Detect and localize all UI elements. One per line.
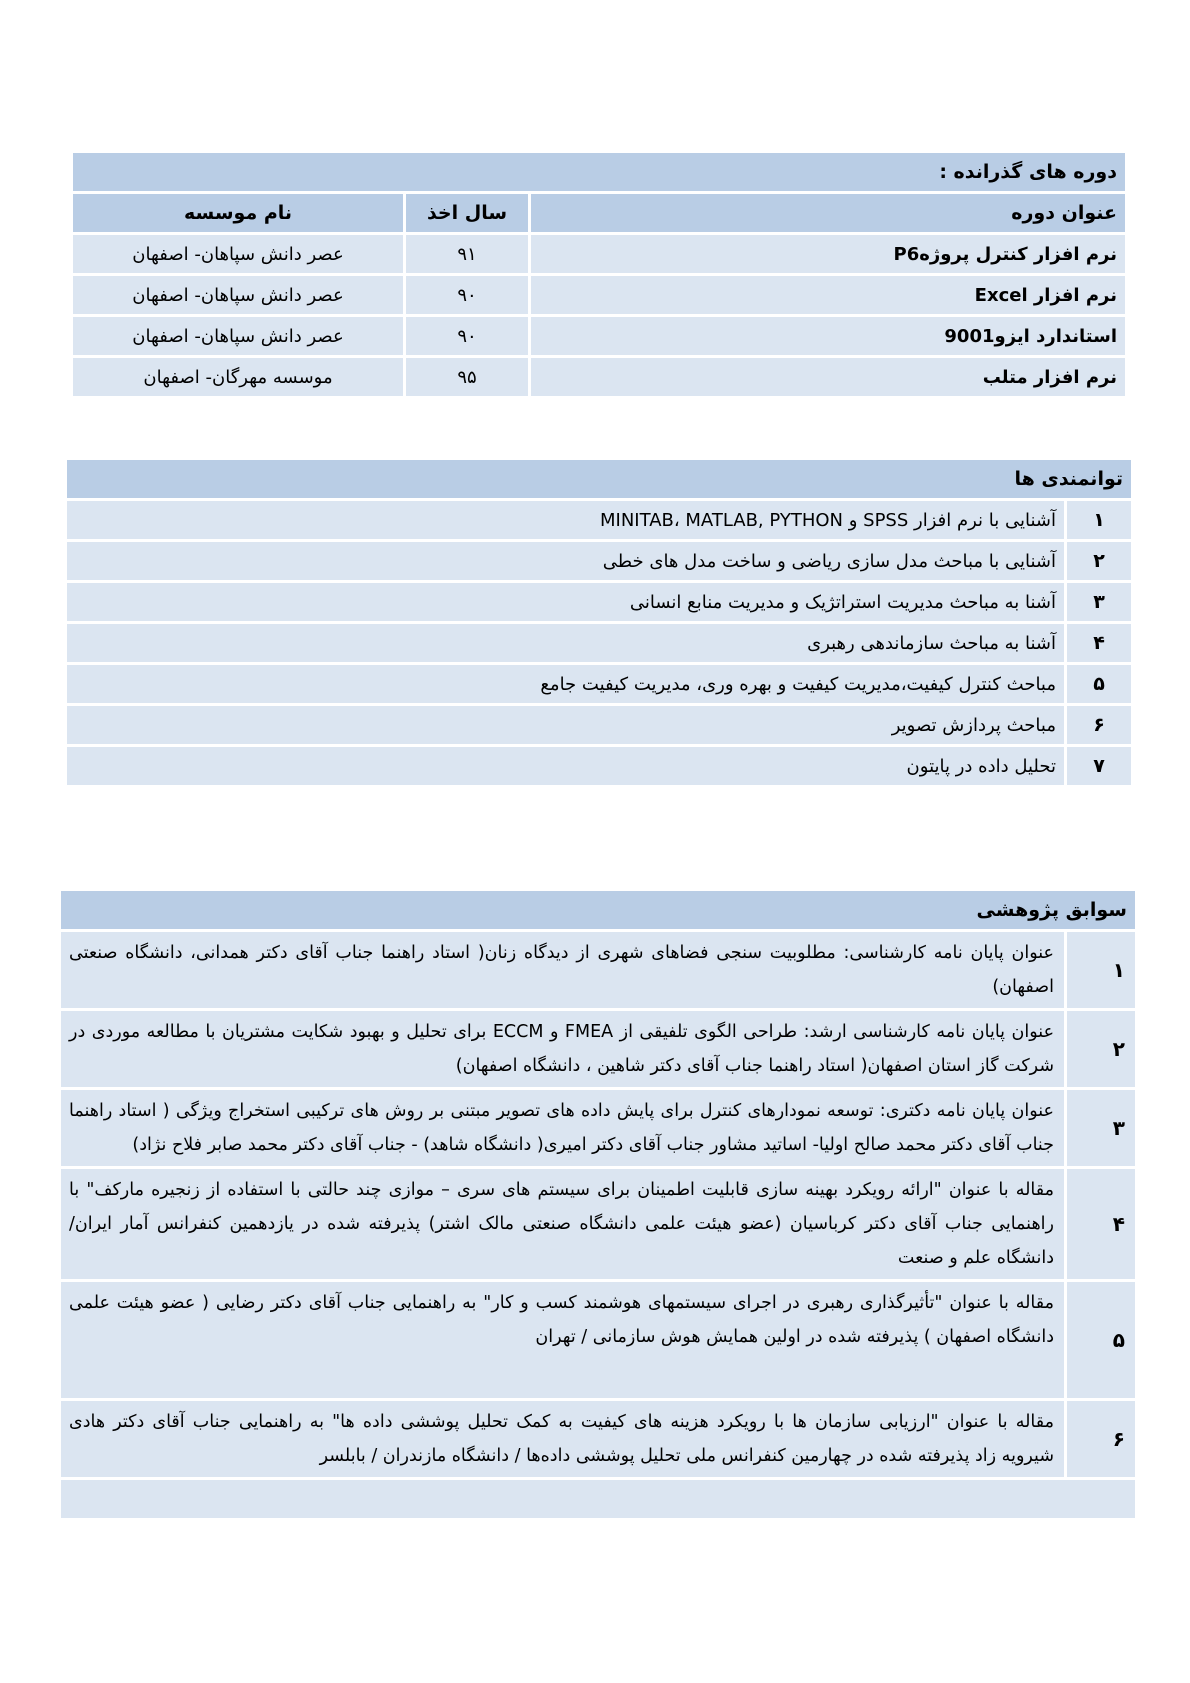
skill-number: ۴ (1067, 624, 1131, 662)
skill-row (67, 665, 1131, 703)
course-institute: عصر دانش سپاهان- اصفهان (73, 317, 403, 355)
empty-cell (61, 1480, 1135, 1518)
skills-title: توانمندی ها (67, 460, 1131, 498)
skills-table (64, 457, 1134, 788)
skill-number: ۲ (1067, 542, 1131, 580)
skill-text: آشنا به مباحث مدیریت استراتژیک و مدیریت منابع انسانی (67, 583, 1064, 621)
research-number: ۶ (1067, 1401, 1135, 1477)
research-row (61, 1282, 1135, 1398)
skill-text: مباحث کنترل کیفیت،مدیریت کیفیت و بهره وری، مدیریت کیفیت جامع (67, 665, 1064, 703)
research-row (61, 1011, 1135, 1087)
research-row (61, 1169, 1135, 1279)
skill-row (67, 624, 1131, 662)
skill-text: مباحث پردازش تصویر (67, 706, 1064, 744)
research-number: ۵ (1067, 1282, 1135, 1398)
course-year: ۹۵ (406, 358, 528, 396)
header-course: عنوان دوره (531, 194, 1125, 232)
course-title: نرم افزار متلب (531, 358, 1125, 396)
skill-row (67, 501, 1131, 539)
skill-row (67, 706, 1131, 744)
header-institute: نام موسسه (73, 194, 403, 232)
course-year: ۹۱ (406, 235, 528, 273)
research-text: عنوان پایان نامه کارشناسی ارشد: طراحی الگوی تلفیقی از FMEA و ECCM برای تحلیل و بهبود شکایت مشتریان با مطالعه موردی در شرکت گاز استان اصفهان( استاد راهنما جناب آقای دکتر شاهین ، دانشگاه اصفهان) (61, 1011, 1064, 1087)
skill-row (67, 747, 1131, 785)
course-year: ۹۰ (406, 317, 528, 355)
course-title: نرم افزار کنترل پروژهP6 (531, 235, 1125, 273)
research-table (58, 888, 1138, 1521)
course-title: استاندارد ایزو9001 (531, 317, 1125, 355)
course-row (73, 235, 1125, 273)
course-row (73, 317, 1125, 355)
course-institute: موسسه مهرگان- اصفهان (73, 358, 403, 396)
course-row (73, 358, 1125, 396)
header-year: سال اخذ (406, 194, 528, 232)
research-number: ۲ (1067, 1011, 1135, 1087)
research-number: ۳ (1067, 1090, 1135, 1166)
research-row (61, 1401, 1135, 1477)
research-text: مقاله با عنوان "ارزیابی سازمان ها با رویکرد هزینه های کیفیت به کمک تحلیل پوششی داده ها" به راهنمایی جناب آقای دکتر هادی شیرویه زاد پذیرفته شده در چهارمین کنفرانس ملی تحلیل پوششی داده‌ها / دانشگاه مازندران / بابلسر (61, 1401, 1064, 1477)
course-institute: عصر دانش سپاهان- اصفهان (73, 235, 403, 273)
skill-row (67, 583, 1131, 621)
skill-row (67, 542, 1131, 580)
skill-text: آشنا به مباحث سازماندهی رهبری (67, 624, 1064, 662)
skill-number: ۳ (1067, 583, 1131, 621)
research-text: مقاله با عنوان "تأثیرگذاری رهبری در اجرای سیستمهای هوشمند کسب و کار" به راهنمایی جناب آقای دکتر رضایی ( عضو هیئت علمی دانشگاه اصفهان ) پذیرفته شده در اولین همایش هوش سازمانی / تهران (61, 1282, 1064, 1398)
research-number: ۴ (1067, 1169, 1135, 1279)
research-row (61, 932, 1135, 1008)
course-title: نرم افزار Excel (531, 276, 1125, 314)
skill-number: ۵ (1067, 665, 1131, 703)
course-year: ۹۰ (406, 276, 528, 314)
skill-text: آشنایی با مباحث مدل سازی ریاضی و ساخت مدل های خطی (67, 542, 1064, 580)
skill-number: ۷ (1067, 747, 1131, 785)
skill-number: ۱ (1067, 501, 1131, 539)
research-number: ۱ (1067, 932, 1135, 1008)
research-text: عنوان پایان نامه دکتری: توسعه نمودارهای کنترل برای پایش داده های تصویر مبتنی بر روش های ترکیبی استخراج ویژگی ( استاد راهنما جناب آقای دکتر محمد صالح اولیا- اساتید مشاور جناب آقای دکتر امیری( دانشگاه شاهد) - جناب آقای دکتر محمد صابر فلاح نژاد) (61, 1090, 1064, 1166)
course-institute: عصر دانش سپاهان- اصفهان (73, 276, 403, 314)
courses-title: دوره های گذرانده : (73, 153, 1125, 191)
research-text: مقاله با عنوان "ارائه رویکرد بهینه سازی قابلیت اطمینان برای سیستم های سری – موازی چند حالتی با استفاده از زنجیره مارکف" با راهنمایی جناب آقای دکتر کرباسیان (عضو هیئت علمی دانشگاه صنعتی مالک اشتر) پذیرفته شده در یازدهمین کنفرانس آمار ایران/ دانشگاه علم و صنعت (61, 1169, 1064, 1279)
research-empty-row (61, 1480, 1135, 1518)
research-text: عنوان پایان نامه کارشناسی: مطلوبیت سنجی فضاهای شهری از دیدگاه زنان( استاد راهنما جناب آقای دکتر همدانی، دانشگاه صنعتی اصفهان) (61, 932, 1064, 1008)
research-row (61, 1090, 1135, 1166)
course-row (73, 276, 1125, 314)
skill-text: آشنایی با نرم افزار SPSS و MINITAB، MATLAB, PYTHON (67, 501, 1064, 539)
courses-table (70, 150, 1128, 399)
skill-text: تحلیل داده در پایتون (67, 747, 1064, 785)
research-title: سوابق پژوهشی (61, 891, 1135, 929)
skill-number: ۶ (1067, 706, 1131, 744)
